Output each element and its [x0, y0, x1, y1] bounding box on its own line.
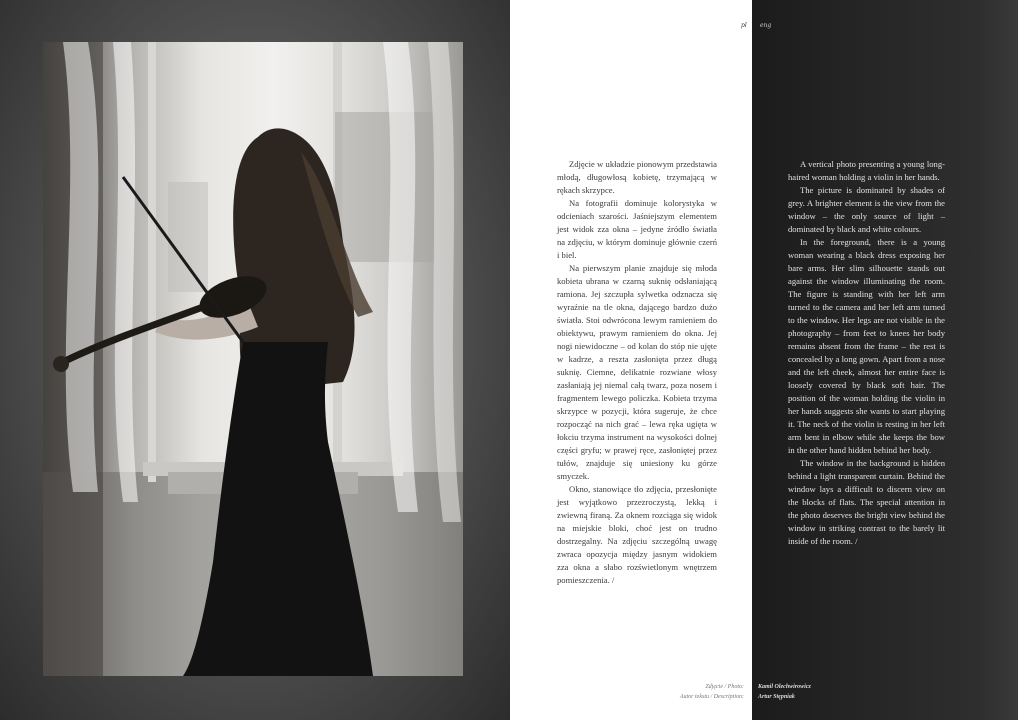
language-tab-eng: eng [760, 22, 772, 29]
paragraph: Zdjęcie w układzie pionowym przedstawia młodą, długowłosą kobietę, trzymającą w rękach skrzypce. [557, 159, 717, 195]
author-name: Artur Stępniak [758, 694, 795, 700]
paragraph: In the foreground, there is a young woman wearing a black dress exposing her bare arms. Her slim silhouette stands out against the window illuminating the room. The figure is standing with her left arm turned to the camera and her left arm turned to the window. Her legs are not visible in the photography – from feet to knees her body remains absent from the frame – the rest is concealed by a long gown. Apart from a nose and the left cheek, almost her entire face is loosely covered by black soft hair. The position of the woman holding the violin in her hands suggests she wants to start playing it. The neck of the violin is resting in her left arm bent in elbow while she keeps the bow in the other hand hidden behind her body. [788, 237, 945, 455]
paragraph: A vertical photo presenting a young long-haired woman holding a violin in her hands. [788, 159, 945, 182]
photographer-name: Kamil Olechwirowicz [758, 684, 811, 690]
paragraph: Na pierwszym planie znajduje się młoda kobieta ubrana w czarną suknię odsłaniającą ramiona. Jej szczupła sylwetka odznacza się wyraźnie na tle okna, dającego bardzo dużo światła. Stoi odwrócona lewym ramieniem do obiektywu, prawym ramieniem do okna. Jej nogi niewidoczne – od kolan do stóp nie ujęte w kadrze, a reszta zasłonięta przez długą suknię. Ciemne, delikatnie rozwiane włosy zasłaniają jej niemal całą twarz, poza nosem i fragmentem lewego policzka. Kobieta trzyma skrzypce w pozycji, która sugeruje, że chce rozpocząć na nich grać – lewa ręka ugięta w łokciu trzyma instrument na wysokości dolnej części gryfu; w prawej ręce, zasłoniętej przez tułów, znajduje się uniesiony ku górze smyczek. [557, 263, 717, 481]
credit-names [758, 682, 811, 702]
text-credit-label: Autor tekstu / Description: [679, 694, 744, 700]
paragraph: The window in the background is hidden behind a light transparent curtain. Behind the window lays a difficult to discern view on the blocks of flats. The special attention in the photo deserves the bright view behind the window in striking contrast to the barely lit inside of the room. / [788, 458, 945, 546]
english-description [788, 158, 945, 548]
credit-labels [640, 682, 744, 702]
photo-illustration [43, 42, 463, 676]
violinist-photo [43, 42, 463, 676]
paragraph: The picture is dominated by shades of grey. A brighter element is the view from the window – the only source of light – dominated by black and white colours. [788, 185, 945, 234]
language-tab-pl: pl [741, 22, 747, 29]
paragraph: Na fotografii dominuje kolorystyka w odcieniach szarości. Jaśniejszym elementem jest widok zza okna – jedyne źródło światła na zdjęciu, w którym dominuje głównie czerń i biel. [557, 198, 717, 260]
photo-credit-label: Zdjęcie / Photo: [705, 684, 744, 690]
polish-description [557, 158, 717, 587]
paragraph: Okno, stanowiące tło zdjęcia, przesłonięte jest wyjątkowo przezroczystą, lekką i zwiewną firaną. Za oknem rozciąga się widok na miejskie bloki, choć jest on trudno dostrzegalny. Na zdjęciu szczególną uwagę zwraca opozycja między jasnym widokiem zza okna a słabo rozświetlonym wnętrzem pomieszczenia. / [557, 484, 717, 585]
